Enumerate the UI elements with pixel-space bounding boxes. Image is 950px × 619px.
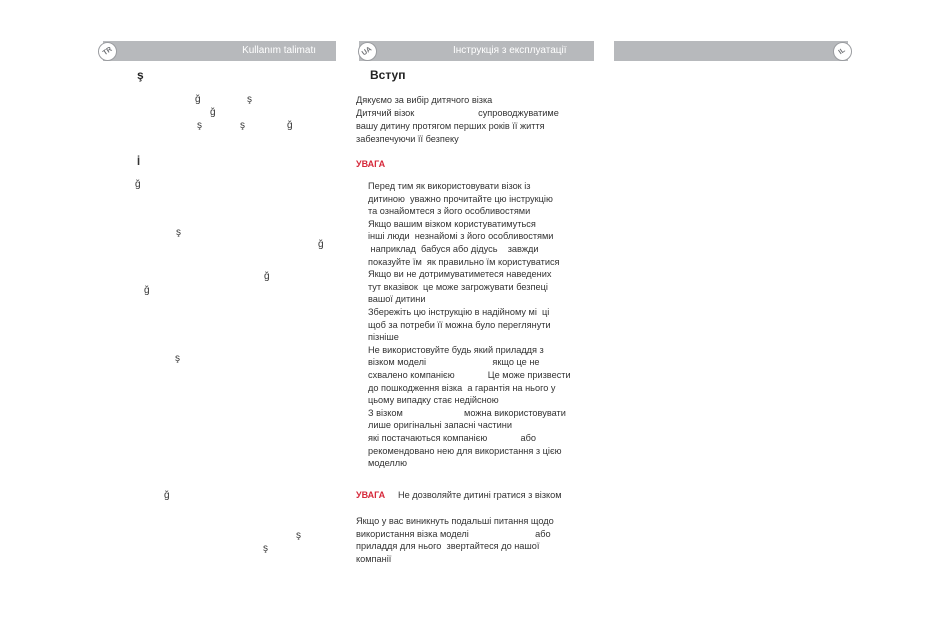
ua-important-line: лише оригінальні запасні частини (368, 420, 512, 431)
il-header-bar (614, 41, 848, 61)
tr-fragment: ş (197, 120, 202, 131)
tr-fragment: ğ (164, 490, 170, 501)
ua-header-title: Інструкція з експлуатації (453, 45, 567, 56)
ua-warning-label: УВАГА (356, 490, 386, 500)
ua-intro-line: Дякуємо за вибір дитячого візка (356, 95, 493, 105)
tr-header-bar (103, 41, 336, 61)
ua-important-line: рекомендовано нею для використання з цією (368, 445, 562, 456)
ua-important-label: УВАГА (356, 159, 386, 169)
tr-fragment: ğ (144, 285, 150, 296)
ua-section-title: Вступ (370, 68, 406, 82)
ua-important-line: наприклад бабуся або дідусь завжди (368, 244, 539, 254)
ua-header-bar (359, 41, 594, 61)
il-language-badge: IL (833, 42, 852, 61)
ua-closing-line: використання візка моделі або (356, 528, 551, 539)
ua-important-line: до пошкодження візка а гарантія на нього у (368, 382, 556, 393)
ua-closing-line: компанії (356, 553, 392, 564)
tr-fragment: ş (240, 120, 245, 131)
ua-important-line: Збережіть цю інструкцію в надійному мі ці (368, 307, 550, 317)
ua-important-line: Не використовуйте будь який приладдя з (368, 344, 544, 355)
tr-fragment: ş (263, 543, 268, 554)
ua-intro-line: Дитячий візок супроводжуватиме (356, 108, 559, 118)
tr-fragment: ş (175, 353, 180, 364)
ua-important-line: показуйте їм як правильно їм користуватися (368, 256, 560, 267)
tr-fragment: ğ (318, 239, 324, 250)
tr-fragment: ş (176, 227, 181, 238)
tr-fragment: ş (296, 530, 301, 541)
tr-language-badge: TR (98, 42, 117, 61)
ua-important-line: Якщо вашим візком користуватимуться (368, 218, 536, 229)
ua-important-line: які постачаються компанією або (368, 433, 536, 443)
ua-closing-line: Якщо у вас виникнуть подальші питання щодо (356, 516, 554, 526)
tr-section-title: ş (137, 68, 144, 82)
ua-important-line: З візком можна використовувати (368, 407, 566, 418)
ua-language-badge: UA (358, 42, 377, 61)
tr-fragment: ğ (135, 179, 141, 190)
ua-closing-line: приладдя для нього звертайтеся до нашої (356, 541, 540, 552)
ua-warning-text: Не дозволяйте дитині гратися з візком (398, 490, 562, 500)
ua-important-line: та ознайомтеся з його особливостями (368, 206, 531, 217)
ua-important-line: схвалено компанією Це може призвести (368, 370, 571, 380)
tr-fragment: ş (247, 94, 252, 105)
ua-important-line: вашої дитини (368, 294, 426, 305)
ua-important-line: цьому випадку стає недійсною (368, 395, 499, 406)
tr-warning-glyph: İ (137, 156, 141, 168)
tr-fragment: ğ (210, 107, 216, 118)
ua-important-line: тут вказівок це може загрожувати безпеці (368, 281, 548, 292)
tr-fragment: ğ (264, 271, 270, 282)
ua-intro-line: забезпечуючи її безпеку (356, 134, 459, 144)
tr-fragment: ğ (195, 94, 201, 105)
ua-intro-line: вашу дитину протягом перших років її життя (356, 121, 545, 131)
ua-important-line: Перед тим як використовувати візок із (368, 181, 531, 191)
ua-important-line: щоб за потреби її можна було переглянути (368, 319, 551, 330)
ua-important-line: дитиною уважно прочитайте цю інструкцію (368, 193, 553, 204)
ua-important-line: інші люди незнайомі з його особливостями (368, 231, 554, 242)
ua-important-line: візком моделі якщо це не (368, 357, 540, 368)
tr-header-title: Kullanım talimatı (242, 45, 316, 56)
ua-important-line: Якщо ви не дотримуватиметеся наведених (368, 269, 552, 280)
ua-important-line: пізніше (368, 332, 399, 343)
tr-fragment: ğ (287, 120, 293, 131)
ua-important-line: моделлю (368, 458, 408, 469)
